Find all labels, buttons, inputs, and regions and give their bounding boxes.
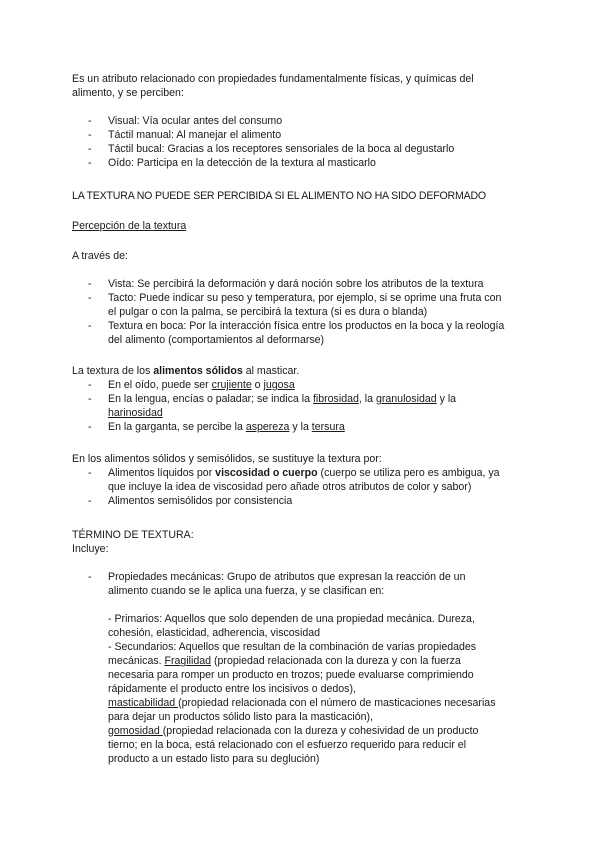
- list-item: - Visual: Vía ocular antes del consumo: [88, 115, 283, 127]
- perception-list: [72, 277, 532, 347]
- list-item: - En el oído, puede ser crujiente o jugosa: [88, 379, 295, 391]
- semisolids-list: [72, 466, 532, 508]
- semisolids-intro: En los alimentos sólidos y semisólidos, se sustituye la textura por:: [72, 453, 382, 465]
- list-item: - Propiedades mecánicas: Grupo de atributos que expresan la reacción de un alimento cuando se le aplica una fuerza, y se clasifican en:: [88, 571, 466, 597]
- list-item: - Tacto: Puede indicar su peso y temperatura, por ejemplo, si se oprime una fruta con el pulgar o con la palma, se percibirá la textura (si es dura o blanda): [88, 292, 502, 318]
- list-item: - Oído: Participa en la detección de la textura al masticarlo: [88, 157, 376, 169]
- solids-intro: La textura de los alimentos sólidos al masticar.: [72, 365, 300, 377]
- subclass-block: - Primarios: Aquellos que solo dependen de una propiedad mecánica. Dureza, cohesión, elasticidad, adherencia, viscosidad - Secundarios: Aquellos que resultan de la combinación de varias propiedades mecánicas. Fragilidad (propiedad relacionada con la dureza y con la fuerza necesaria para romper un producto en trozos; puede evaluarse comprimiendo rápidamente el producto entre los incisivos o dedos), masticabilidad (propiedad relacionada con el número de masticaciones necesarias para dejar un productos sólido listo para la masticación), gomosidad (propiedad relacionada con la dureza y cohesividad de un producto tierno; en la boca, está relacionado con el esfuerzo requerido para reducir el producto a un estado listo para su deglución): [108, 613, 496, 765]
- through-label: A través de:: [72, 250, 128, 262]
- list-item: - Textura en boca: Por la interacción física entre los productos en la boca y la reología del alimento (comportamientos al deformarse): [88, 320, 505, 346]
- list-item: - En la lengua, encías o paladar; se indica la fibrosidad, la granulosidad y la harinosidad: [88, 393, 457, 419]
- notice-line: LA TEXTURA NO PUEDE SER PERCIBIDA SI EL ALIMENTO NO HA SIDO DEFORMADO: [72, 190, 486, 202]
- list-item: - En la garganta, se percibe la aspereza y la tersura: [88, 421, 345, 433]
- term-heading: TÉRMINO DE TEXTURA: Incluye:: [72, 529, 194, 555]
- senses-list: [72, 114, 532, 170]
- intro-paragraph: [72, 72, 532, 100]
- section-heading-perception: Percepción de la textura: [72, 220, 187, 232]
- solids-list: [72, 378, 532, 434]
- list-item: - Vista: Se percibirá la deformación y dará noción sobre los atributos de la textura: [88, 278, 484, 290]
- term-list: [72, 570, 532, 598]
- list-item: - Alimentos líquidos por viscosidad o cuerpo (cuerpo se utiliza pero es ambigua, ya que incluye la idea de viscosidad pero añade otros atributos de color y sabor): [88, 467, 500, 493]
- intro-line: Es un atributo relacionado con propiedades fundamentalmente físicas, y químicas del: [72, 73, 474, 85]
- intro-line: alimento, y se perciben:: [72, 87, 184, 99]
- list-item: - Táctil manual: Al manejar el alimento: [88, 129, 282, 141]
- list-item: - Alimentos semisólidos por consistencia: [88, 495, 293, 507]
- list-item: - Táctil bucal: Gracias a los receptores sensoriales de la boca al degustarlo: [88, 143, 455, 155]
